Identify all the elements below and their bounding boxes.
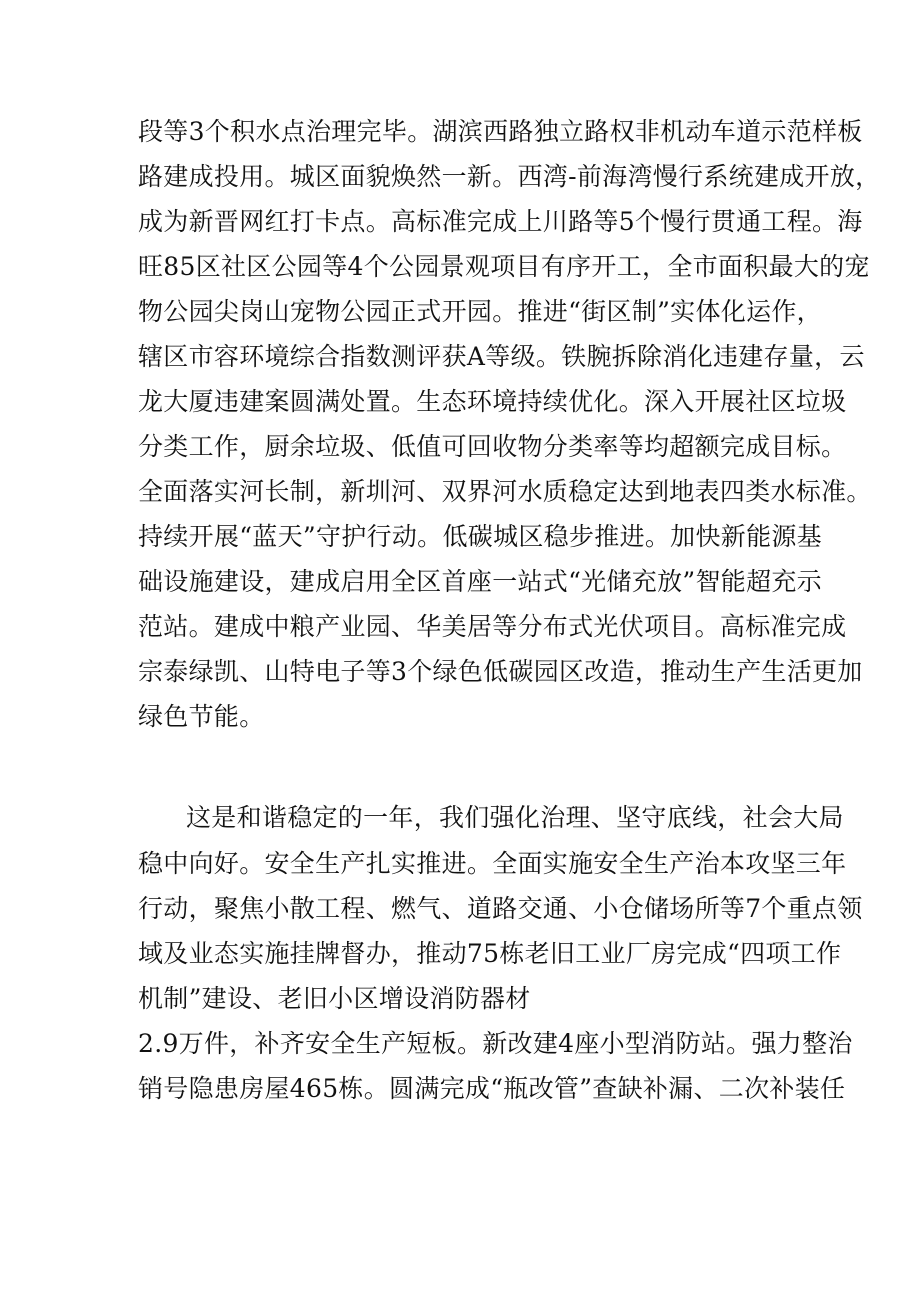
text-line: 龙大厦违建案圆满处置。生态环境持续优化。深入开展社区垃圾 [138,387,847,416]
text-line: 物公园尖岗山宠物公园正式开园。推进“街区制”实体化运作， [138,297,822,326]
text-line: 础设施建设，建成启用全区首座一站式“光储充放”智能超充示 [138,567,822,596]
text-line: 持续开展“蓝天”守护行动。低碳城区稳步推进。加快新能源基 [138,522,822,551]
text-line: 机制”建设、老旧小区增设消防器材 [138,984,531,1013]
text-line: 路建成投用。城区面貌焕然一新。西湾-前海湾慢行系统建成开放， [138,162,881,191]
text-line: 行动，聚焦小散工程、燃气、道路交通、小仓储场所等7个重点领 [138,894,863,923]
text-line: 分类工作，厨余垃圾、低值可回收物分类率等均超额完成目标。 [138,432,847,461]
text-line: 这是和谐稳定的一年，我们强化治理、坚守底线，社会大局 [186,803,844,832]
text-line: 稳中向好。安全生产扎实推进。全面实施安全生产治本攻坚三年 [138,849,847,878]
text-line: 宗泰绿凯、山特电子等3个绿色低碳园区改造，推动生产生活更加 [138,657,863,686]
text-line: 旺85区社区公园等4个公园景观项目有序开工，全市面积最大的宠 [138,252,870,281]
text-line: 销号隐患房屋465栋。圆满完成“瓶改管”查缺补漏、二次补装任 [138,1074,846,1103]
text-line: 成为新晋网红打卡点。高标准完成上川路等5个慢行贯通工程。海 [138,207,863,236]
text-line: 域及业态实施挂牌督办，推动75栋老旧工业厂房完成“四项工作 [138,939,842,968]
text-line: 全面落实河长制，新圳河、双界河水质稳定达到地表四类水标准。 [138,477,872,506]
text-line: 范站。建成中粮产业园、华美居等分布式光伏项目。高标准完成 [138,612,847,641]
text-line: 绿色节能。 [138,702,265,731]
text-line: 段等3个积水点治理完毕。湖滨西路独立路权非机动车道示范样板 [138,117,863,146]
text-line: 2.9万件，补齐安全生产短板。新改建4座小型消防站。强力整治 [138,1029,853,1058]
text-line: 辖区市容环境综合指数测评获A等级。铁腕拆除消化违建存量，云 [138,342,865,371]
